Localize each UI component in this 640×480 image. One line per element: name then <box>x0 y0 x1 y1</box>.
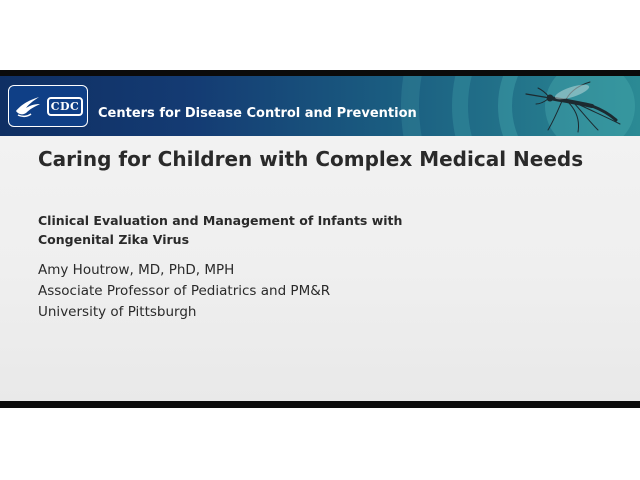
hhs-eagle-icon <box>13 91 43 121</box>
presentation-slide <box>0 76 640 401</box>
slide-subtitle <box>38 211 458 249</box>
cdc-header-banner <box>0 76 640 136</box>
presenter-info <box>38 260 330 323</box>
subtitle-line: Clinical Evaluation and Management of Infants with <box>38 213 403 228</box>
agency-name: Centers for Disease Control and Prevention <box>98 106 417 121</box>
presenter-affiliation: University of Pittsburgh <box>38 304 197 320</box>
letterbox-bottom-bar <box>0 401 640 408</box>
mosquito-icon <box>520 80 630 134</box>
slide-title: Caring for Children with Complex Medical Needs <box>38 147 584 171</box>
cdc-logo-text: CDC <box>47 97 83 116</box>
subtitle-line: Congenital Zika Virus <box>38 232 190 247</box>
presenter-position: Associate Professor of Pediatrics and PM&R <box>38 283 331 299</box>
presenter-name: Amy Houtrow, MD, PhD, MPH <box>38 262 235 278</box>
cdc-logo <box>8 85 88 127</box>
